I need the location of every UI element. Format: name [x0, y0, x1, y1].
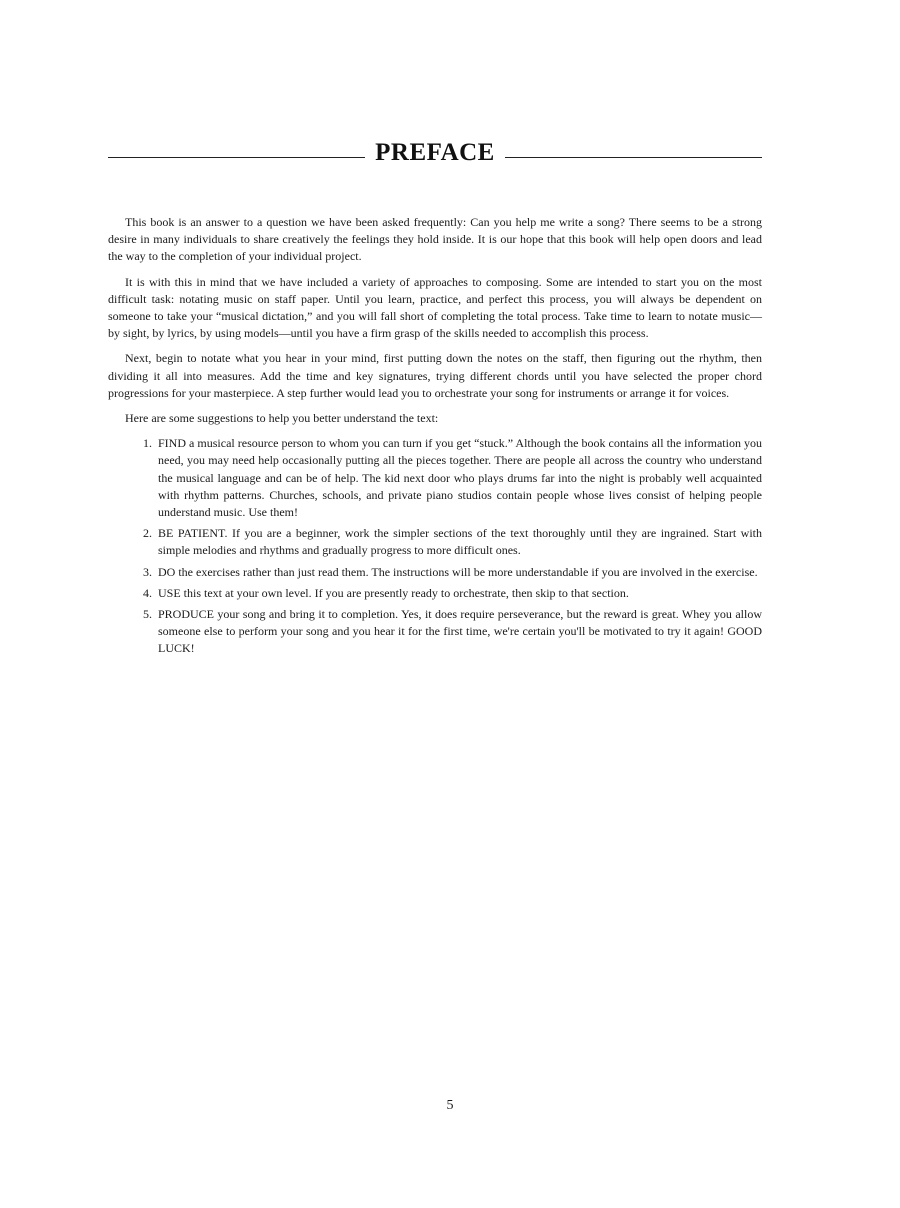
list-item-text: PRODUCE your song and bring it to completion. Yes, it does require perseverance, but the reward is great. Whey you allow someone else to perform your song and you hear it for the first time, we're certain you'll be motivated to try it again! GOOD LUCK! [158, 607, 762, 656]
list-item-number: 2. [143, 526, 152, 541]
list-item-number: 1. [143, 436, 152, 451]
page-number: 5 [446, 1098, 454, 1113]
list-item-text: USE this text at your own level. If you are presently ready to orchestrate, then skip to that section. [158, 585, 629, 600]
list-item-number: 3. [143, 564, 152, 579]
body-text [108, 214, 762, 662]
list-item-text: DO the exercises rather than just read them. The instructions will be more understandable if you are involved in the exercise. [158, 564, 758, 579]
page-title: PREFACE [375, 139, 495, 166]
list-item [108, 435, 762, 521]
list-item [108, 606, 762, 658]
list-item [108, 525, 762, 559]
header-rule-left [108, 157, 365, 158]
paragraph: Next, begin to notate what you hear in your mind, first putting down the notes on the staff, then figuring out the rhythm, then dividing it all into measures. Add the time and key signatures, trying different chords until you have selected the proper chord progressions for your masterpiece. A step further would lead you to orchestrate your song for instruments or arrange it for voices. [108, 351, 762, 400]
page-header [108, 136, 762, 170]
list-item-number: 5. [143, 607, 152, 622]
list-item-number: 4. [143, 585, 152, 600]
list-item [108, 564, 762, 581]
suggestions-list [108, 435, 762, 657]
list-item [108, 585, 762, 602]
list-item-text: BE PATIENT. If you are a beginner, work the simpler sections of the text thoroughly until they are ingrained. Start with simple melodies and rhythms and gradually progress to more difficult ones. [158, 526, 762, 558]
list-item-text: FIND a musical resource person to whom you can turn if you get “stuck.” Although the book contains all the information you need, you may need help occasionally putting all the pieces together. There are people all across the country who understand the musical language and can be of help. The kid next door who plays drums far into the night is probably well acquainted with rhythm patterns. Churches, schools, and private piano studios contain people whose lives consist of helping people understand music. Use them! [158, 436, 762, 520]
header-rule-right [505, 157, 762, 158]
paragraph: Here are some suggestions to help you better understand the text: [125, 411, 439, 426]
paragraph: This book is an answer to a question we have been asked frequently: Can you help me write a song? There seems to be a strong desire in many individuals to share creatively the feelings they hold inside. It is our hope that this book will help open doors and lead the way to the completion of your individual project. [108, 215, 762, 264]
paragraph: It is with this in mind that we have included a variety of approaches to composing. Some are intended to start you on the most difficult task: notating music on staff paper. Until you learn, practice, and perfect this process, you will always be dependent on someone to take your “musical dictation,” and you will fall short of completing the total process. Take time to learn to notate music—by sight, by lyrics, by using models—until you have a firm grasp of the skills needed to accomplish this process. [108, 274, 762, 341]
